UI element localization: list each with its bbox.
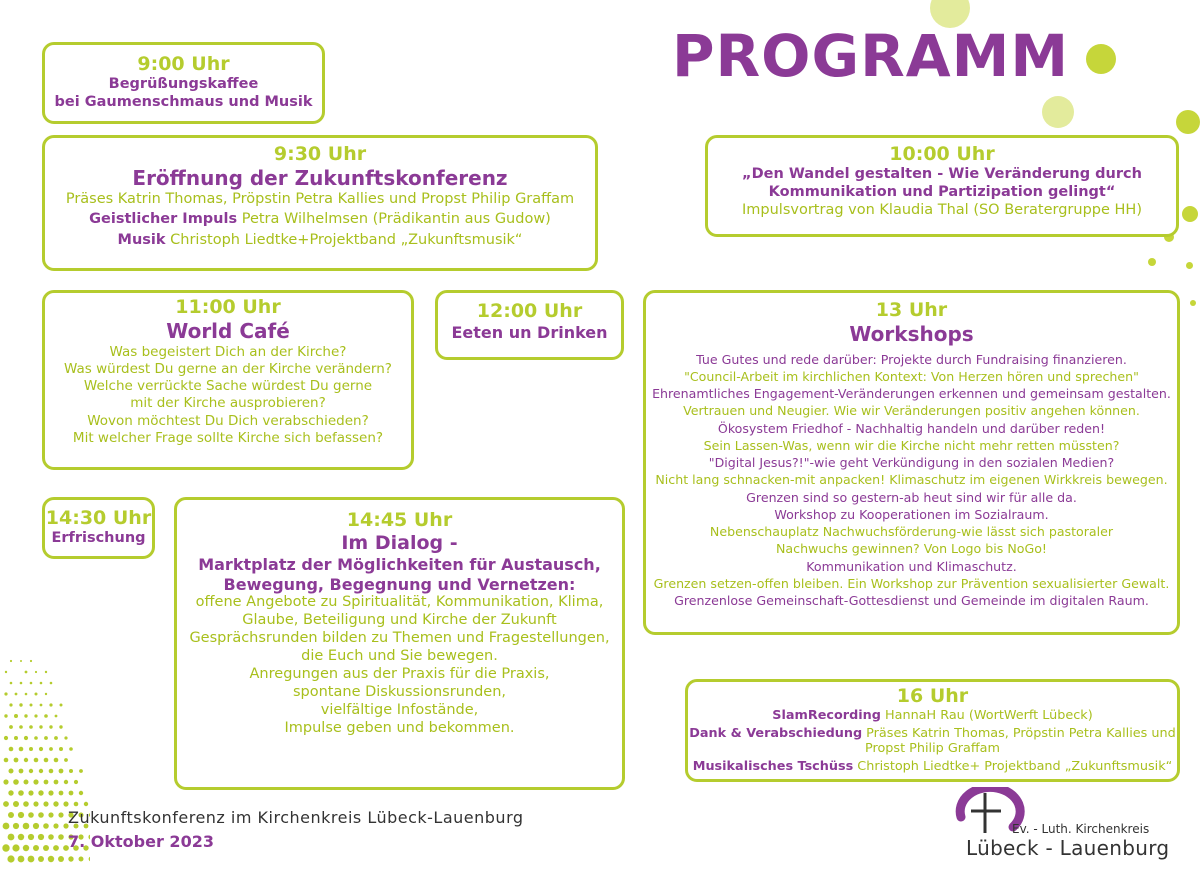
decorative-dot bbox=[38, 812, 44, 818]
decorative-dot bbox=[79, 857, 84, 862]
block-title: Eeten un Drinken bbox=[451, 323, 608, 343]
decorative-dot bbox=[35, 671, 37, 673]
block-1430 bbox=[42, 497, 155, 559]
block-line: Begrüßungskaffee bbox=[108, 76, 259, 93]
block-title: Eröffnung der Zukunftskonferenz bbox=[132, 166, 508, 191]
decorative-dot bbox=[54, 736, 58, 740]
decorative-dot bbox=[3, 801, 9, 807]
decorative-dot bbox=[40, 704, 43, 707]
decorative-dot bbox=[3, 779, 8, 784]
decorative-dot bbox=[58, 834, 64, 840]
decorative-dot bbox=[39, 725, 42, 728]
decorative-dot bbox=[59, 791, 64, 796]
question-item: mit der Kirche ausprobieren? bbox=[130, 395, 326, 412]
decorative-dot bbox=[53, 845, 59, 851]
talk-title-line: „Den Wandel gestalten - Wie Veränderung durch bbox=[742, 166, 1142, 183]
impulse-label: Geistlicher Impuls bbox=[89, 211, 238, 228]
workshop-item: Ehrenamtliches Engagement-Veränderungen erkennen und gemeinsam gestalten. bbox=[652, 386, 1171, 402]
decorative-dot bbox=[38, 790, 43, 795]
decorative-dot bbox=[9, 725, 13, 729]
decorative-dot bbox=[38, 834, 44, 840]
decorative-dot bbox=[43, 801, 48, 806]
block-13 bbox=[643, 290, 1180, 635]
workshop-item: Vertrauen und Neugier. Wie wir Veränderungen positiv angehen können. bbox=[683, 403, 1140, 419]
decorative-dot bbox=[49, 769, 54, 774]
decorative-dot bbox=[79, 791, 83, 795]
logo-name: Lübeck - Lauenburg bbox=[966, 836, 1170, 860]
decorative-dot bbox=[50, 682, 53, 685]
decorative-dot bbox=[29, 769, 33, 773]
dialog-line: Impulse geben und bekommen. bbox=[284, 720, 515, 737]
workshop-item: Sein Lassen-Was, wenn wir die Kirche nicht mehr retten müssten? bbox=[703, 437, 1120, 453]
block-time: 14:45 Uhr bbox=[346, 509, 453, 531]
decorative-dot bbox=[25, 671, 28, 674]
workshop-item: Nebenschauplatz Nachwuchsförderung-wie lässt sich pastoraler bbox=[709, 524, 1114, 540]
dialog-line: Gesprächsrunden bilden zu Themen und Fragestellungen, bbox=[189, 630, 610, 647]
slam-text: HannaH Rau (WortWerft Lübeck) bbox=[880, 708, 1093, 724]
block-time: 10:00 Uhr bbox=[889, 143, 995, 165]
footer-date: 7. Oktober 2023 bbox=[68, 832, 214, 851]
decorative-dot bbox=[7, 855, 14, 862]
decorative-dot bbox=[34, 736, 38, 740]
dialog-line: Anregungen aus der Praxis für die Praxis, bbox=[249, 666, 550, 683]
decorative-dot bbox=[48, 856, 54, 862]
decorative-dot bbox=[14, 736, 18, 740]
decorative-dot bbox=[49, 747, 53, 751]
decorative-dot bbox=[44, 780, 49, 785]
workshop-item: Ökosystem Friedhof - Nachhaltig handeln und darüber reden! bbox=[717, 420, 1106, 436]
decorative-dot bbox=[48, 790, 53, 795]
dialog-line: Glaube, Beteiligung und Kirche der Zukunft bbox=[242, 612, 557, 629]
decorative-dot bbox=[55, 715, 58, 718]
decorative-dot bbox=[28, 834, 34, 840]
decorative-dot bbox=[54, 780, 59, 785]
decorative-dot bbox=[2, 844, 9, 851]
workshop-item: "Council-Arbeit im kirchlichen Kontext: Von Herzen hören und sprechen" bbox=[684, 368, 1139, 384]
decorative-dot bbox=[53, 801, 58, 806]
decorative-dot bbox=[34, 714, 37, 717]
decorative-dot bbox=[84, 802, 88, 806]
decorative-dot bbox=[20, 660, 22, 662]
block-time: 11:00 Uhr bbox=[175, 296, 281, 318]
decorative-dot bbox=[39, 769, 43, 773]
workshop-item: Nicht lang schnacken-mit anpacken! Klimaschutz im eigenen Wirkkreis bewegen. bbox=[655, 472, 1168, 488]
workshop-item: Workshop zu Kooperationen im Sozialraum. bbox=[774, 506, 1049, 522]
decorative-dot bbox=[74, 780, 78, 784]
decorative-dot bbox=[24, 780, 29, 785]
decorative-dot bbox=[58, 812, 63, 817]
decorative-dot bbox=[48, 812, 53, 817]
decorative-dot bbox=[10, 660, 12, 662]
thanks-label: Dank & Verabschiedung bbox=[689, 725, 863, 741]
decorative-dot bbox=[14, 758, 19, 763]
decorative-dot bbox=[35, 693, 38, 696]
decorative-dot bbox=[28, 812, 34, 818]
decorative-dot bbox=[19, 747, 24, 752]
dialog-list bbox=[177, 594, 622, 738]
decorative-dot bbox=[33, 801, 38, 806]
decorative-dot bbox=[29, 725, 33, 729]
decorative-dot bbox=[13, 801, 19, 807]
subtitle-line: Bewegung, Begegnung und Vernetzen: bbox=[223, 574, 576, 594]
workshop-item: Grenzenlose Gemeinschaft-Gottesdienst und Gemeinde im digitalen Raum. bbox=[674, 593, 1149, 609]
impulse-line bbox=[45, 211, 595, 229]
decorative-dot bbox=[4, 736, 8, 740]
talk-speaker: Impulsvortrag von Klaudia Thal (SO Beratergruppe HH) bbox=[742, 201, 1142, 218]
logo-org: Ev. - Luth. Kirchenkreis bbox=[1012, 822, 1150, 836]
block-1000 bbox=[705, 135, 1179, 237]
music-text: Christoph Liedtke+Projektband „Zukunftsmusik“ bbox=[165, 231, 523, 248]
block-title: World Café bbox=[166, 319, 290, 344]
decorative-dot bbox=[13, 779, 19, 785]
decorative-dot bbox=[53, 823, 58, 828]
block-time: 16 Uhr bbox=[896, 685, 969, 707]
decorative-dot bbox=[68, 856, 73, 861]
decorative-dot bbox=[54, 758, 59, 763]
decorative-dot bbox=[28, 790, 33, 795]
decorative-dot bbox=[59, 725, 62, 728]
decorative-dot bbox=[45, 671, 47, 673]
dialog-line: die Euch und Sie bewegen. bbox=[301, 648, 498, 665]
decorative-dot bbox=[18, 834, 24, 840]
decorative-dot bbox=[20, 682, 23, 685]
decorative-dot bbox=[3, 823, 10, 830]
workshop-item: Grenzen setzen-offen bleiben. Ein Workshop zur Prävention sexualisierter Gewalt. bbox=[653, 575, 1170, 591]
slam-line bbox=[688, 708, 1177, 724]
decorative-dot bbox=[24, 758, 28, 762]
question-item: Welche verrückte Sache würdest Du gerne bbox=[83, 378, 373, 395]
goodbye-text: Christoph Liedtke+ Projektband „Zukunftsmusik“ bbox=[853, 759, 1173, 774]
decorative-dot bbox=[9, 747, 14, 752]
decorative-dot bbox=[79, 769, 83, 773]
dialog-line: vielfältige Infostände, bbox=[320, 702, 479, 719]
speakers-line: Präses Katrin Thomas, Pröpstin Petra Kallies und Propst Philip Graffam bbox=[65, 190, 575, 207]
block-1100 bbox=[42, 290, 414, 470]
decorative-dot bbox=[49, 703, 52, 706]
decorative-dot bbox=[49, 725, 52, 728]
decorative-dot bbox=[44, 714, 48, 718]
decorative-dot bbox=[74, 802, 79, 807]
decorative-dot bbox=[8, 834, 15, 841]
decorative-dot bbox=[5, 671, 7, 673]
decorative-dot bbox=[9, 703, 12, 706]
workshop-list bbox=[646, 351, 1177, 610]
page-title: PROGRAMM bbox=[672, 22, 1070, 90]
decorative-dot bbox=[69, 791, 74, 796]
dialog-line: spontane Diskussionsrunden, bbox=[292, 684, 507, 701]
decorative-dot bbox=[43, 823, 49, 829]
question-item: Wovon möchtest Du Dich verabschieden? bbox=[87, 412, 369, 429]
decorative-dot bbox=[28, 856, 35, 863]
decorative-dot bbox=[8, 790, 13, 795]
decorative-dot bbox=[58, 856, 64, 862]
goodbye-line bbox=[688, 759, 1177, 775]
slam-label: SlamRecording bbox=[772, 708, 881, 724]
block-1200 bbox=[435, 290, 624, 360]
decorative-dot bbox=[39, 747, 43, 751]
block-16 bbox=[685, 679, 1180, 782]
decorative-dot bbox=[30, 660, 32, 662]
block-title: Erfrischung bbox=[51, 530, 146, 547]
decorative-dot bbox=[23, 801, 29, 807]
decorative-dot bbox=[33, 779, 38, 784]
decorative-dot bbox=[4, 758, 9, 763]
decorative-dot bbox=[23, 823, 30, 830]
decorative-dot bbox=[4, 692, 7, 695]
decorative-dot bbox=[30, 682, 33, 685]
decorative-dot bbox=[23, 845, 29, 851]
decorative-dot bbox=[59, 747, 63, 751]
decorative-dot bbox=[29, 747, 33, 751]
decorative-dot bbox=[18, 812, 24, 818]
block-0930 bbox=[42, 135, 598, 271]
decorative-dot bbox=[63, 801, 68, 806]
music-line bbox=[45, 232, 595, 250]
decorative-dot bbox=[4, 714, 7, 717]
decorative-dot bbox=[18, 856, 25, 863]
talk-title-line: Kommunikation und Partizipation gelingt“ bbox=[768, 183, 1116, 200]
block-title: Workshops bbox=[849, 322, 974, 347]
decorative-dot bbox=[30, 704, 33, 707]
block-time: 9:30 Uhr bbox=[273, 143, 367, 165]
thanks-text: Präses Katrin Thomas, Pröpstin Petra Kallies und bbox=[862, 725, 1176, 741]
decorative-dot bbox=[69, 747, 73, 751]
decorative-dot bbox=[9, 769, 14, 774]
decorative-dot bbox=[10, 682, 13, 685]
decorative-dot bbox=[48, 834, 54, 840]
block-0900 bbox=[42, 42, 325, 124]
workshop-item: "Digital Jesus?!"-wie geht Verkündigung in den sozialen Medien? bbox=[708, 455, 1115, 471]
decorative-dot bbox=[12, 844, 19, 851]
thanks-line bbox=[688, 726, 1177, 742]
block-time: 9:00 Uhr bbox=[137, 53, 230, 75]
block-1445 bbox=[174, 497, 625, 790]
block-time: 12:00 Uhr bbox=[476, 300, 583, 322]
decorative-dot bbox=[64, 780, 68, 784]
thanks-continued: Propst Philip Graffam bbox=[864, 741, 1000, 757]
music-label: Musik bbox=[117, 231, 166, 248]
decorative-dot bbox=[64, 736, 67, 739]
decorative-dot bbox=[18, 790, 24, 796]
block-time: 13 Uhr bbox=[875, 299, 948, 321]
question-list bbox=[45, 344, 411, 448]
decorative-dot bbox=[19, 703, 22, 706]
workshop-item: Kommunikation und Klimaschutz. bbox=[806, 558, 1017, 574]
decorative-dot bbox=[59, 769, 64, 774]
decorative-dot bbox=[45, 693, 47, 695]
decorative-dot bbox=[40, 682, 43, 685]
decorative-dot bbox=[13, 823, 19, 829]
decorative-dot bbox=[19, 769, 24, 774]
decorative-dot bbox=[33, 823, 39, 829]
decorative-dot bbox=[43, 845, 49, 851]
dialog-line: offene Angebote zu Spiritualität, Kommunikation, Klima, bbox=[195, 594, 604, 611]
question-item: Was würdest Du gerne an der Kirche verändern? bbox=[64, 360, 392, 377]
question-item: Was begeistert Dich an der Kirche? bbox=[109, 343, 347, 360]
block-line: bei Gaumenschmaus und Musik bbox=[54, 93, 313, 110]
question-item: Mit welcher Frage sollte Kirche sich befassen? bbox=[72, 429, 384, 446]
decorative-dot bbox=[33, 845, 39, 851]
decorative-dot bbox=[69, 769, 73, 773]
decorative-dot bbox=[34, 758, 39, 763]
decorative-dot bbox=[25, 693, 28, 696]
decorative-dot bbox=[44, 736, 48, 740]
decorative-dot bbox=[14, 714, 18, 718]
impulse-text: Petra Wilhelmsen (Prädikantin aus Gudow) bbox=[237, 211, 551, 228]
decorative-dot bbox=[19, 725, 23, 729]
decorative-dot bbox=[24, 736, 28, 740]
goodbye-label: Musikalisches Tschüss bbox=[692, 759, 854, 774]
decorative-dot bbox=[89, 857, 90, 862]
decorative-dot bbox=[64, 758, 68, 762]
block-time: 14:30 Uhr bbox=[45, 507, 152, 529]
decorative-dot bbox=[24, 714, 27, 717]
footer-conference: Zukunftskonferenz im Kirchenkreis Lübeck-Lauenburg bbox=[68, 808, 524, 827]
decorative-dot bbox=[44, 758, 49, 763]
decorative-dot bbox=[8, 812, 14, 818]
subtitle-line: Marktplatz der Möglichkeiten für Austausch, bbox=[198, 555, 601, 575]
workshop-item: Grenzen sind so gestern-ab heut sind wir für alle da. bbox=[746, 489, 1077, 505]
block-title: Im Dialog - bbox=[341, 532, 458, 555]
decorative-dot bbox=[38, 856, 44, 862]
decorative-dot bbox=[15, 693, 18, 696]
decorative-dot bbox=[60, 704, 63, 707]
workshop-item: Nachwuchs gewinnen? Von Logo bis NoGo! bbox=[776, 541, 1047, 557]
workshop-item: Tue Gutes und rede darüber: Projekte durch Fundraising finanzieren. bbox=[696, 351, 1127, 367]
